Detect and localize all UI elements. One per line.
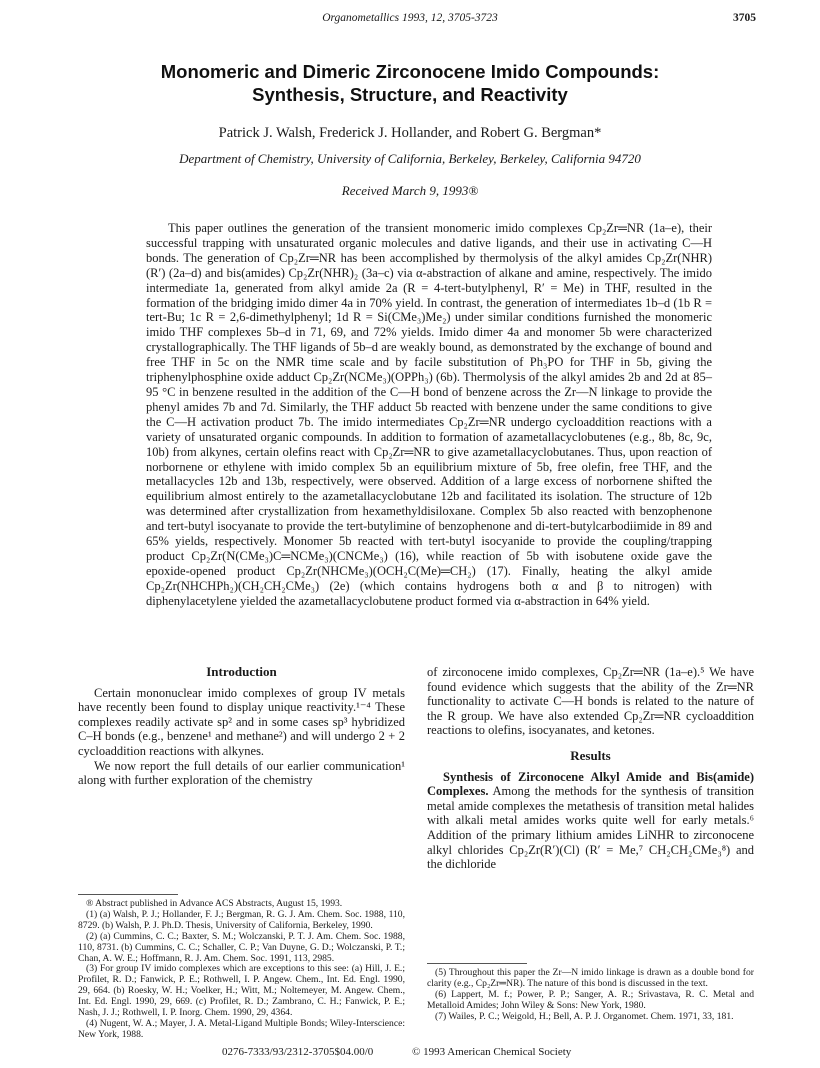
- results-text: Among the methods for the synthesis of transition metal amide complexes the metathesis of transition metal halides with alkali metal amides works quite well for early metals.⁶ Addition of the primary lithium amides LiNHR to zirconocene alkyl chlorides Cp₂Zr(R′)(Cl) (R′ = Me,⁷ CH₂CH₂CMe₃⁸) and the dichloride: [427, 784, 755, 872]
- author-list: Patrick J. Walsh, Frederick J. Hollander, and Robert G. Bergman*: [218, 125, 602, 141]
- footnote: (1) (a) Walsh, P. J.; Hollander, F. J.; Bergman, R. G. J. Am. Chem. Soc. 1988, 110, 8729. (b) Walsh, P. J. Ph.D. Thesis, University of California, Berkeley, 1990.: [78, 908, 405, 931]
- article-title: [80, 60, 740, 106]
- footnote: (3) For group IV imido complexes which are exceptions to this see: (a) Hill, J. E.; Profilet, R. D.; Fanwick, P. E.; Rothwell, I. P. Angew. Chem., Int. Ed. Engl. 1990, 29, 664. (b) Roesky, W. H.; Voelker, H.; Witt, M.; Noltemeyer, M. Angew. Chem., Int. Ed. Engl. 1990, 29, 669. (c) Profilet, R. D.; Zambrano, C. H.; Fanwick, P. E.; Nash, J. J.; Rothwell, I. P. Inorg. Chem. 1990, 29, 4364.: [78, 963, 405, 1019]
- running-head: [0, 12, 820, 28]
- page-number: 3705: [733, 12, 756, 24]
- intro-paragraph-1: Certain mononuclear imido complexes of group IV metals have recently been found to display unique reactivity.¹⁻⁴ These complexes readily activate sp² and in some cases sp³ hybridized C–H bonds (e.g., benzene¹ and methane²) and will undergo 2 + 2 cycloaddition reactions with alkynes.: [78, 685, 405, 758]
- footnote: (6) Lappert, M. f.; Power, P. P.; Sanger, A. R.; Srivastava, R. C. Metal and Metalloid Amides; John Wiley & Sons: New York, 1980.: [427, 988, 754, 1011]
- copyright-notice: © 1993 American Chemical Society: [412, 1046, 572, 1058]
- footnote: (5) Throughout this paper the Zr—N imido linkage is drawn as a double bond for clarity (e.g., Cp₂Zr═NR). The nature of this bond is discussed in the text.: [427, 967, 754, 989]
- right-column: [427, 665, 754, 872]
- title-line-2: Synthesis, Structure, and Reactivity: [252, 84, 568, 105]
- journal-citation: Organometallics 1993, 12, 3705-3723: [322, 12, 498, 24]
- results-heading: Results: [570, 747, 611, 763]
- article-code: 0276-7333/93/2312-3705$04.00/0: [222, 1046, 374, 1058]
- page-footer: [0, 1046, 820, 1060]
- footnote: ® Abstract published in Advance ACS Abstracts, August 15, 1993.: [86, 898, 343, 909]
- footnote: (2) (a) Cummins, C. C.; Baxter, S. M.; Wolczanski, P. T. J. Am. Chem. Soc. 1988, 110, 8731. (b) Cummins, C. C.; Schaller, C. P.; Van Duyne, G. D.; Wolczanski, P. T.; Chan, A. W. E.; Hoffmann, R. J. Am. Chem. Soc. 1991, 113, 2985.: [78, 930, 405, 964]
- affiliation: Department of Chemistry, University of California, Berkeley, Berkeley, California 94720: [179, 151, 641, 166]
- footnote-divider-left: [78, 894, 178, 895]
- footnotes-left: [78, 899, 405, 1041]
- received-date: Received March 9, 1993®: [341, 183, 479, 198]
- results-subheading: Synthesis of Zirconocene Alkyl Amide and Bis(amide) Complexes.: [427, 769, 754, 799]
- introduction-heading: Introduction: [206, 664, 277, 679]
- intro-continuation: of zirconocene imido complexes, Cp₂Zr═NR (1a–e).⁵ We have found evidence which suggests that the ability of the Zr═NR functionality to activate C—H bonds is related to the nature of the R group. We have also extended Cp₂Zr═NR cycloaddition reactions to olefins, isocyanates, and ketones.: [427, 665, 754, 738]
- footnote: (4) Nugent, W. A.; Mayer, J. A. Metal-Ligand Multiple Bonds; Wiley-Interscience: New York, 1988.: [78, 1017, 405, 1040]
- intro-paragraph-2: We now report the full details of our earlier communication¹ along with further exploration of the chemistry: [78, 758, 405, 788]
- left-column: [78, 665, 405, 788]
- title-line-1: Monomeric and Dimeric Zirconocene Imido Compounds:: [160, 61, 660, 82]
- abstract: This paper outlines the generation of the transient monomeric imido complexes Cp₂Zr═NR (1a–e), their successful trapping with unsaturated organic molecules and dative ligands, and their use in activating C—H bonds. The generation of Cp₂Zr═NR has been accomplished by thermolysis of the alkyl amides Cp₂Zr(NHR)(R′) (2a–d) and bis(amides) Cp₂Zr(NHR)₂ (3a–c) via α-abstraction of alkane and amine, respectively. The imido intermediate 1a, generated from alkyl amide 2a (R = 4-tert-butylphenyl, R′ = Me) in THF, resulted in the formation of the bridging imido dimer 4a in 70% yield. In contrast, the generation of intermediates 1b–d (1b R = tert-Bu; 1c R = 2,6-dimethylphenyl; 1d R = Si(CMe₃)Me₂) under similar conditions furnished the monomeric imido THF complexes 5b–d in 71, 69, and 72% yields. Imido dimer 4a and monomer 5b were characterized crystallographically. The THF ligands of 5b–d are weakly bound, as demonstrated by the exchange of bound and free THF in 5c on the NMR time scale and by facile substitution of Ph₃PO for THF in 5b, giving the triphenylphosphine oxide adduct Cp₂Zr(NCMe₃)(OPPh₃) (6b). Thermolysis of the alkyl amides 2b and 2d at 85–95 °C in benzene resulted in the addition of the C—H bond of benzene across the Zr—N linkage to provide the phenyl amides 7b and 7d. Similarly, the THF adduct 5b reacted with benzene under the same conditions to give the C—H activation product 7b. The imido intermediates Cp₂Zr═NR undergo cycloaddition reactions with a variety of unsaturated organic compounds. In addition to formation of azametallacyclobutenes (e.g., 8b, 8c, 9c, 10b) from alkynes, certain olefins react with Cp₂Zr═NR to give azametallacyclobutanes. Thus, upon reaction of norbornene or ethylene with imido complex 5b an equilibrium mixture of 5b, free olefin, free THF, and the metallacycles 12b and 13b, respectively, were observed. Addition of a large excess of norbornene shifted the equilibrium almost entirely to the azametallacyclobutane 12b and facilitated its isolation. The structure of 12b was determined after crystallization from hexamethyldisiloxane. Complex 5b also reacted with benzophenone and tert-butyl isocyanate to provide the tert-butylimine of benzophenone and di-tert-butylcarbodiimide in 89 and 65% yields, respectively. Monomer 5b reacted with tert-butyl isocyanide to provide the coupling/trapping product Cp₂Zr(N(CMe₃)C═NCMe₃)(CNCMe₃) (16), while reaction of 5b with isobutene oxide gave the epoxide-opened product Cp₂Zr(NHCMe₃)(OCH₂C(Me)═CH₂) (17). Finally, heating the alkyl amide Cp₂Zr(NHCHPh₂)(CH₂CH₂CMe₃) (2e) (which contains hydrogens both α and β to nitrogen) with diphenylacetylene yielded the azametallacyclobutene product formed via α-abstraction in 64% yield.: [146, 221, 712, 608]
- results-paragraph: [427, 770, 754, 872]
- footnote: (7) Wailes, P. C.; Weigold, H.; Bell, A. P. J. Organomet. Chem. 1971, 33, 181.: [435, 1010, 734, 1022]
- footnote-divider-right: [427, 963, 527, 964]
- footnotes-right: [427, 968, 754, 1023]
